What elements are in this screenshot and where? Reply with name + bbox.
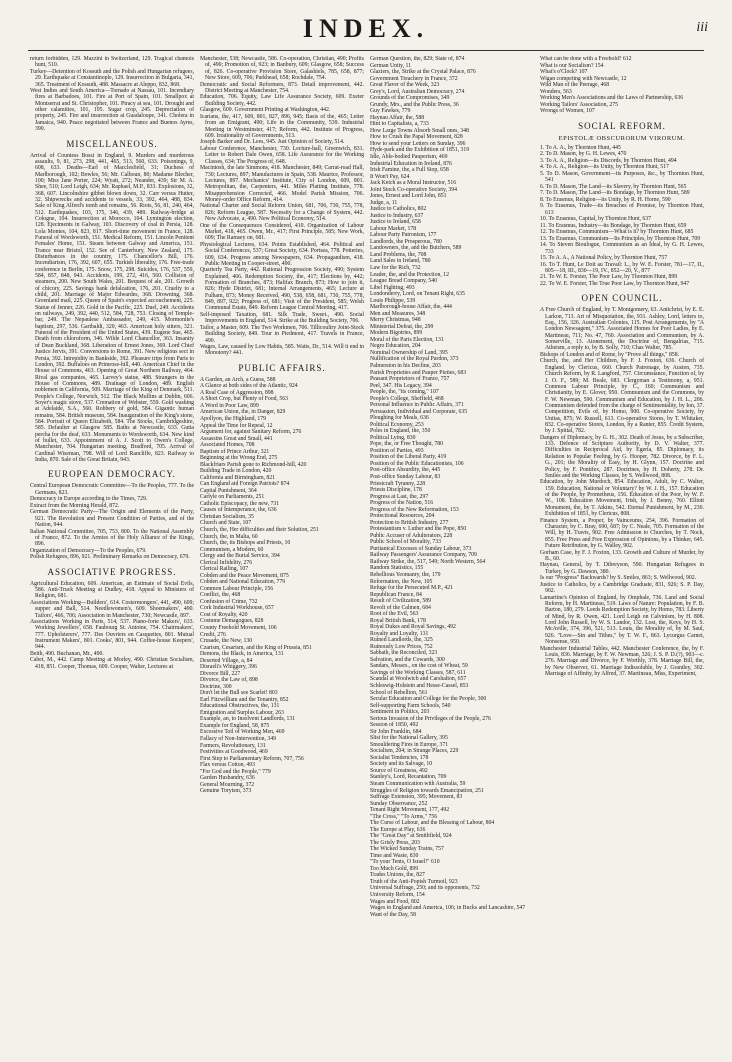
index-entry: Justice to Ireland, 658 <box>370 219 421 226</box>
index-entry: Cabet, M., 442. Camp Meeting at Morley, 490. Christian Socialism, 418, 851. Cooper, Thomas, 609. Cooper, Walter, Lectures at <box>30 657 194 670</box>
index-entry: 6. To D. Mason, The Land—its Slavery, by Thornton Hunt, 565 <box>540 183 687 190</box>
index-entry: Revolt of the Calmen, 684 <box>370 604 431 611</box>
index-entry: 8. To Erasmus, Religion—its Unity, by R. H. Horne, 590 <box>540 196 671 203</box>
index-entry: Communism, a Modern, 60 <box>200 546 264 553</box>
index-entry: Labour Party Patronism, 177 <box>370 232 437 239</box>
index-entry: Peasant Proprietors of France, 757 <box>370 376 450 383</box>
index-entry: Emigration and Surplus Labour, 263 <box>200 709 284 716</box>
index-entry: Railway Passengers' Assurance Company, 709 <box>370 552 477 559</box>
index-entry: "To your Tents, O Israel!" 610 <box>370 859 440 866</box>
index-entry: Idle, Able-bodied Pauperism, 469 <box>370 153 448 160</box>
index-entry: Glaziers, the, Strike at the Crystal Palace, 876 <box>370 69 476 76</box>
index-entry: Icarians, the, 417, 609, 801, 827, 896, 945; Basis of the, 465; Letter from an Emigrant, 490; Life in the Community, 539. Industrial Meeting in Westminster, 417; Reform, 442. Institute of Progress, 609. Irrationality of Governments, 513. <box>200 113 364 139</box>
index-entry: Common Labour Principle, 156 <box>200 585 274 592</box>
section-heading: PUBLIC AFFAIRS. <box>238 362 326 373</box>
index-entry: Post-office Sunday Labour, 83 <box>370 474 441 480</box>
index-entry: Progress of the Nation, 516 <box>370 500 434 507</box>
index-entry: Nominal Ownership of Land, 395 <box>370 349 448 356</box>
index-entry: Conflict, the, 468 <box>200 592 241 599</box>
index-entry: Confusion of Crime, 732 <box>200 598 258 605</box>
index-entry: Associations Working in Paris, 514, 537. Piano-forte Makers', 633. Working Jewellers', 658. Faubourg St. Antoine, 754. Chairmakers', 777. Upholsterers', 777. Des Ouvriers en Casquettes, 801. Mutual Instrument Makers', 801. Cooks', 801, 944. Coffee-house Keepers', 944. <box>30 619 194 651</box>
index-entry: Divorce, the Law of, 898 <box>200 677 258 684</box>
index-entry: Socialist Tendencies, 178 <box>370 754 429 761</box>
index-entry: Working Men's Associations and the Laws of Partnership, 636 <box>540 95 684 102</box>
index-entry: Progress of the New Reformation, 153 <box>370 506 459 513</box>
index-entry: 15. To A. A., A National Policy, by Thornton Hunt, 757 <box>540 255 668 262</box>
index-entry: Savings of the Working Classes, 587, 611 <box>370 669 466 676</box>
index-entry: Stanley's, Lord, Recantation, 709 <box>370 774 447 781</box>
index-entry: California and Birmingham, 821 <box>200 474 276 481</box>
index-entry: Assassins Great and Small, 441 <box>200 435 273 442</box>
index-entry: Apollyon, the Highland, 179 <box>200 415 266 422</box>
index-entry: Trades Unions, the, 827 <box>370 872 425 879</box>
index-entry: 14. To Steven Bioulogue, Communism as an Ideal, by G. H. Lewes, 733 <box>540 242 704 255</box>
index-entry: Garden Husbandry, 636 <box>200 775 255 782</box>
index-entry: Sabbath, the Reconciled, 323 <box>370 650 438 657</box>
index-entry: Peel, 347. His Legacy, 394 <box>370 382 432 389</box>
index-entry: What's o'Clock? 107 <box>540 69 588 76</box>
index-entry: Example for England, 58, 875 <box>200 722 270 729</box>
index-entry: Socialism, 204; in Strange Places, 229 <box>370 748 459 755</box>
index-entry: First Step to Parliamentary Reform, 707, 756 <box>200 755 304 762</box>
index-entry: It Won't Pay, 624 <box>370 173 410 180</box>
index-entry: American Union, the, in Danger, 829 <box>200 409 286 416</box>
index-entry: Organization of Democracy—To the Peoples, 679. <box>30 547 147 554</box>
index-entry: Root of the Evil, 563 <box>370 611 419 618</box>
index-entry: A Short Crop, but Plenty of Food, 563 <box>200 396 289 403</box>
index-entry: 2. To D. Mason, by G. H. Lewes, 470 <box>540 151 627 158</box>
index-entry: How to Crush the Papal Movement, 828 <box>370 134 463 141</box>
index-entry: Ruined Landlords, the, 325 <box>370 637 433 644</box>
index-entry: Society and its Salvage, 10 <box>370 761 433 768</box>
index-entry: Church, the, in Malta, 60 <box>200 533 258 540</box>
index-entry: Appeal the Time for Repeal, 12 <box>200 422 273 429</box>
index-entry: Gorham Case, by F. J. Foxton, 133. Growth and Culture of Murder, by B., 60. <box>540 549 704 562</box>
index-entry: Royal British Bank, 178 <box>370 617 426 624</box>
index-entry: Rebellious Yeomanry, the, 179 <box>370 571 441 578</box>
index-entry: Truth of the Anti-Popish Turmoil, 923 <box>370 878 458 885</box>
index-entry: A Glance at both sides of the Atlantic, 924 <box>200 383 298 390</box>
index-entry: Blackfriars Parish gone to Richmond-hill, 420 <box>200 461 307 468</box>
index-entry: Labour Market, 178 <box>370 225 417 232</box>
page-title: INDEX. <box>302 14 430 43</box>
index-entry: "The Cross," "To Arms," 756 <box>370 813 438 820</box>
index-entry: Too Much Gold, 899 <box>370 865 419 872</box>
index-entry: A Free Church of England, by T. Montgomery, 63. Antichrist, by E. E. Larkon, 713. Art of Misquotation, the, 931. Ashley, Lord, letters to, Esq., 156, 326. Australian Colonies, 115. Post Arrangements, by "A London Newsagent," 375. Associated Homes for Poor Ladies, by E. Martineau, 711; No. 47, 760. Association and Communism, by A. Somerville, 13. Atonement, the Doctrine of, Bengalrias, 715. Atheism, a reply to, by B. Solly, 710; Chas Walter, 785. <box>540 307 704 352</box>
index-entry: Ruinously Low Prices, 752 <box>370 643 433 650</box>
index-entry: Result of Civilization, 589 <box>370 598 432 605</box>
index-entry: Flax versus Cotton, 493 <box>200 762 255 769</box>
index-entry: General Mourning, 372 <box>200 781 255 788</box>
section-heading: MISCELLANEOUS. <box>66 138 158 149</box>
index-entry: Moral of the Paris Election, 131 <box>370 336 444 343</box>
index-entry: Wigan competing with Newcastle, 12 <box>540 75 627 82</box>
index-entry: Haynau Affair, the, 588 <box>370 114 425 121</box>
index-entry: Public Accuser of Adulterators, 228 <box>370 532 453 539</box>
index-entry: Political Lying, 830 <box>370 434 416 441</box>
section-heading: SOCIAL REFORM. <box>578 120 666 131</box>
index-columns <box>30 56 706 1052</box>
index-entry: Cobden and National Education, 779 <box>200 579 286 586</box>
index-entry: Demons, the Black, in America, 131 <box>200 651 284 658</box>
index-entry: Grounds of the Compromises, 349 <box>370 95 450 102</box>
index-entry: Sentiment in Politics, 203 <box>370 709 430 716</box>
index-entry: Justice to Catholics, 802 <box>370 206 427 213</box>
index-entry: Government Treachery in France, 372 <box>370 75 458 82</box>
index-entry: Struggles of Religion towards Emancipation, 251 <box>370 787 484 794</box>
index-entry: Refuge for the Persecuted M.P., 421 <box>370 585 454 592</box>
index-entry: Great Flaver of the Week, 323 <box>370 82 440 89</box>
index-entry: Personal Influence in Public Affairs, 371 <box>370 402 464 409</box>
index-entry: Deserted Village, a, 84 <box>200 657 253 664</box>
page-header <box>20 14 712 50</box>
index-entry: What can be done with a Freehold? 612 <box>540 56 632 62</box>
index-entry: Reformation, the New, 105 <box>370 578 433 585</box>
index-entry: Czarism, Cesarism, and the King of Prussia, 851 <box>200 644 312 651</box>
index-entry: Protection to British Industry, 277 <box>370 519 449 526</box>
index-entry: Tailor, a Master, 609. The Two Workmen, 706. Tillicoultry Joint-Stock Building Society, 849. Tour in Piedmont, 417. Travels in France, 490. <box>200 324 364 344</box>
index-entry: Railway Strike, the, 517, 549; North Western, 564 <box>370 558 486 565</box>
index-entry: 22. To W. E. Forster, The True Poor Law, by Thornton Hunt, 947 <box>540 281 690 287</box>
index-entry: Beith, 490. Buchanan, Mr., 490. <box>30 650 104 657</box>
index-entry: Working Tailors' Association, 275 <box>540 101 619 108</box>
index-entry: Manchester, 538; Newcastle, 586. Co-operation, Christian, 490; Profits of, 490; Promotion of, 923; in Banbury, 609; Glasgow, 658; Success of, 826. Co-operative Provision Store, Galashiels, 785, 658, 877; New Store, 609, 706; Parkhead, 658; Rochdale, 754. <box>200 56 364 82</box>
index-entry: Polish Refugees, 896, 921. Preliminary Remarks on Democracy, 679. <box>30 554 190 561</box>
index-entry: Self-supporting Farm Schools, 540 <box>370 702 451 709</box>
index-column-3 <box>370 56 534 1052</box>
index-entry: Justice to Industry, 637 <box>370 212 424 219</box>
index-column-1 <box>30 56 194 1052</box>
index-entry: Session of 1850, 492 <box>370 722 419 729</box>
index-entry: Cost of Royalty, 420 <box>200 611 248 618</box>
index-entry: Negro Education, 204 <box>370 343 421 350</box>
index-entry: Position of the Public Educationists, 106 <box>370 460 464 467</box>
index-entry: Tenant Right Movement, 177, 492 <box>370 807 450 814</box>
index-entry: Scandal at Woolwich and Carshalton, 657 <box>370 676 467 683</box>
index-entry: Church, the, Her difficulties and their Solution, 251 <box>200 527 319 533</box>
index-entry: Can England aid Foreign Patriots? 874 <box>200 481 290 488</box>
index-entry: Farmers, Revolutionary, 131 <box>200 742 266 749</box>
index-entry: Self-imposed Taxation, 681. Silk Trade, Sweet., 490. Social Improvements in England, 514. Strike at the Building Society, 706. <box>200 312 364 325</box>
index-entry: Clerical Infidelity, 276 <box>200 559 253 566</box>
index-entry: Quarterly Tea Party, 442. Rational Progression Society, 490; System Explained, 466. Redemption Society, the, 417; Elections by, 442; Formation of Branches, 873; Halifax Branch, 873; How to join it, 826; Hyde District, 681; Internal Arrangements, 465; Lecture at Fulham, 873; Money Received, 490, 538, 658, 681, 730, 755, 778, 849, 897, 922; Progress of, 681; Visit of the President, 585; Welsh Communal Estate, 849. Reform League Central Meeting, 417. <box>200 267 364 312</box>
index-entry: Wild Man of the Peerage, 468 <box>540 82 610 89</box>
index-entry: Puritanical Excesses of Sunday Labour, 373 <box>370 545 472 552</box>
index-entry: Church, the, and Her Children, by F. J. Foxton, 636. Church of England, by Clericus, 660. Church Patronage, by Austen, 735. Church Reform, by R. Langford, 757. Circumstance, Function of, by J. O. F., 589; M. Beale, 683. Clergyman a Testimony, a, 951. Common Labour Principle, by C., 160; Communism and Christianity, by E. Glover, 950. Communism and the Commons, by F. W. Newman, 590. Communism and Education, by J. H. L., 206. Communism defended from the charge of Sentimentality, by Ion, 37. Competition, Evils of, by Homo, 900. Co-operative Society, by Unitas, 875; W. Russell, 613. Co-operative Stores, by T. Whitaker, 832. Co-operative Stores, London, by a Ranter, 855. Credit System, by J. Spittal, 782. <box>540 358 704 435</box>
index-entry: Excessive Toil of Working Men, 469 <box>200 729 285 736</box>
section-heading: EUROPEAN DEMOCRACY. <box>48 469 176 480</box>
index-entry: Agricultural Education, 609. American, an Estimate of Social Evils, 586. Anti-Truck Meeting at Dudley, 418. Appeal to Ministers of Religion, 681. <box>30 580 194 600</box>
index-entry: Parish Proprieties and Pauper Pieties, 683 <box>370 369 467 376</box>
index-entry: Marlborough-house Affair, the, 444 <box>370 304 452 311</box>
index-entry: Priestcraft Tyranny, 228 <box>370 480 426 487</box>
index-entry: Manchester Industrial Tables, 442. Manchester Conference, the, by F. Louis, 836. Marriage, by F. W. Newman, 326; J. S. P. D.(?), 903—c. 276. Marriage and Divorce, by F. Worthly, 378. Marriage Bill, the, by New Observer, 61. Marriage Indissoluble, by J. Grantley, 302. Marriage of Affinity, by Alfred, 37. Martineau, Miss, Experiment, <box>540 645 704 677</box>
index-entry: Secular Education and College for the People, 300 <box>370 696 487 703</box>
index-entry: Position of the Liberal Party, 419 <box>370 454 447 461</box>
index-entry: Time and Waste, 830 <box>370 852 419 859</box>
index-entry: Sir John Franklin, 684 <box>370 728 422 735</box>
index-entry: League Bread Company, 540 <box>370 278 438 285</box>
index-entry: Land Sales in Ireland, 780 <box>370 258 431 265</box>
index-entry: The Grisly Press, 203 <box>370 839 420 846</box>
index-entry: Steam Communication with Australia, 59 <box>370 780 466 787</box>
index-entry: Source of Greatness, 492 <box>370 767 428 774</box>
index-entry: 16. To T. Hunt, Le Doit au Travail: L., by W. E. Forster, 781—17, II., 805—18, III., 830—19, IV., 852—20, V., 877 <box>540 261 704 274</box>
index-entry: Nullification of the Royal Pardon, 373 <box>370 356 459 363</box>
index-entry: Joint Stock Co-operative Society, 394 <box>370 186 457 193</box>
index-entry: Pope, the, or Free Thought, 780 <box>370 441 444 448</box>
index-entry: Slist for the National Gallery, 395 <box>370 735 448 742</box>
index-entry: Men and Measures, 348 <box>370 310 426 317</box>
index-entry: Haynau, General, by T. Dibreyson, 590. Hungarian Refugees in Turkey, by G. Dawson, 380. <box>540 562 704 575</box>
index-entry: Poles in England, the, 350 <box>370 428 431 435</box>
index-entry: Democracy in Europe according to the Times, 729. <box>30 496 148 503</box>
index-entry: Festivities at Goodwood, 469 <box>200 749 268 756</box>
index-entry: Educational Obstructives, the, 131 <box>200 703 280 710</box>
index-entry: Earl Fitzwilliam and the Tenantry, 852 <box>200 696 289 703</box>
index-entry: Argument for, against Sanitary Reform, 276 <box>200 429 302 436</box>
index-entry: 21. To W. E. Forster, The Poor Law, by Thornton Hunt, 899 <box>540 274 678 281</box>
index-entry: 1. To A. A., by Thornton Hunt, 445 <box>540 144 621 151</box>
index-entry: Extract from the Morning Herald, 872. <box>30 502 120 509</box>
index-entry: Bishops of London and of Rome, by "Prove all things," 858. <box>540 351 680 358</box>
index-entry: The "Great Day" at Smithfield, 924 <box>370 833 452 840</box>
index-entry: One of the Consequences Considered, 410. Organization of Labour Market, 418, 465. Owen, Mr., 417; First Principle, 585; New Work, 609; The Ramsey on, 681. <box>200 222 364 242</box>
index-entry: Lamartine's Opinion of England, by Omphale, 736. Land and Social Reform, by H. Martineau, 519. Laws of Nature: Population, by F. B. Barton, 180, 279. Leeds Redemption Society, by Homo, 783. Liberty of Mind, by R. Owen, 421. Lord Leigh on Calvinism, by H. 808. Lord John Russell, by W. S. Landor, 132. Lost, the, Keys, by H. S. McAville, 374, 396, 521, 513. Louis, the Morality of, by M. Saul, 926. "Love—Sin and Tithes," by T. W. F., 863. Lycurgus Carnet, Nonsense, 950. <box>540 594 704 646</box>
index-entry: 7. To D. Mason, The Land—its Bondage, by Thornton Hunt, 589 <box>540 190 690 197</box>
index-entry: Catholic Episcopacy, the new, 731 <box>200 500 280 507</box>
index-entry: Italian National Committee, 705, 753, 800. To the National Assembly of France, 872. To the Armies of the Holy Alliance of the Kings, 896. <box>30 528 194 548</box>
index-entry: Jones, Ernest and Lord John, 851 <box>370 193 447 200</box>
index-entry: Palmerston in his Decline, 203 <box>370 362 441 369</box>
index-entry: Wages in England and America, 106; in Bucks and Lancashire, 547 <box>370 905 526 912</box>
index-entry: 5. To D. Mason, Government—its Purposes, &c., by Thornton Hunt, 541 <box>540 170 704 184</box>
index-entry: return forbidden, 129. Mazzini in Switzerland, 129. Tragical chamois hunt, 510. <box>30 56 194 69</box>
index-entry: Want of the Day, 58 <box>370 911 416 918</box>
index-entry: German Question, the, 829; State of, 874 <box>370 56 465 62</box>
index-column-4 <box>540 56 704 1052</box>
index-entry: German Unity, 11 <box>370 62 412 69</box>
index-entry: Republican France, 84 <box>370 591 422 598</box>
index-entry: Serious Invasion of the Privileges of the People, 276 <box>370 715 491 722</box>
index-entry: Wages, Law, caused by Low Habits, 585. Watts, Dr., 514. Will it end in Monotony? 441. <box>200 344 364 357</box>
index-entry: Glasgow, 609. Government Printing at Washington, 442. <box>200 107 331 114</box>
index-entry: Clergy and the Burial Service, 394 <box>200 553 280 560</box>
index-entry: Hint to Capitalists, a, 733 <box>370 121 429 128</box>
index-entry: Random Statistics, 155 <box>370 565 424 572</box>
index-entry: Cobden and the Peace Movement, 875 <box>200 572 289 579</box>
index-entry: 10. To Erasmus, Capital, by Thornton Hunt, 637 <box>540 216 652 223</box>
index-entry: Londonderry, Lord, on Tenant Right, 635 <box>370 291 465 298</box>
index-entry: Doctrine, 300 <box>200 683 232 690</box>
index-entry: Capital Punishment, 364 <box>200 487 257 494</box>
index-entry: Smouldering Fires in Europe, 371 <box>370 741 449 748</box>
index-entry: Crusade, the New, 130 <box>200 638 253 645</box>
index-entry: Landlords, the Prosperous, 780 <box>370 238 442 245</box>
index-entry: The Curse of Labour, and the Blessing of Labour, 804 <box>370 820 495 827</box>
index-entry: Genuine Toryism, 373 <box>200 788 252 795</box>
index-entry: County Freehold Movement, 106 <box>200 624 277 631</box>
index-entry: What is our Socialism? 154 <box>540 62 604 69</box>
index-entry: Irish Famine, the, a Full Stop, 658 <box>370 167 449 174</box>
section-heading: EPISTOLÆ OBSCURORUM VIRORUM. <box>558 134 686 142</box>
index-entry: A Word in Poor Law, 899 <box>200 402 259 409</box>
index-entry: Causes of Intemperance, the, 636 <box>200 507 277 514</box>
index-entry: Turkey—Detention of Kossuth and the Polish and Hungarian refugees, 29. Earthquake at Constantinople, 129. Insurrection in Bulgaria, 341, 365. Treatment of Kossuth, 488. Massacre at Aleppo, 832, 868. <box>30 68 194 88</box>
index-entry: Guy Fawkes, 779 <box>370 108 411 115</box>
index-entry: Church and State, 107 <box>200 520 252 527</box>
index-column-2 <box>200 56 364 1052</box>
index-entry: Sunday Observance, 252 <box>370 800 428 807</box>
index-entry: People, the, "its coming," 107 <box>370 389 439 396</box>
index-entry: Don't let the Bull see Scarlet! 803 <box>200 690 278 697</box>
index-entry: A Garden, an Arch, a Guess, 588 <box>200 376 276 383</box>
index-entry: University Reform, 154 <box>370 892 425 898</box>
index-entry: 3. To A. A., Religion—its Discords, by Thornton Hunt, 494 <box>540 157 677 164</box>
index-entry: Law for the Rich, 732 <box>370 265 421 271</box>
index-entry: Labour Conference, Manchester, 730. Lecture-hall, Greenwich, 831. Letter to Robert Dale Owen, 658. Life Assurance for the Working Classes, 634; The Progress of, 648. <box>200 145 364 165</box>
index-entry: Carlyle on Parliaments, 251 <box>200 494 265 501</box>
index-entry: Hyde-park and the Exhibition of 1851, 319 <box>370 147 470 154</box>
index-entry: 11. To Erasmus, Industry—its Bondage, by Thornton Hunt, 659 <box>540 222 687 229</box>
index-entry: People's College, Sheffield, 468 <box>370 395 444 402</box>
index-entry: Protectional Resources, 204 <box>370 513 435 520</box>
index-entry: Associations Working—Builders', 614. Costermongers', 441, 490, 609; supper and Ball, 514. Needlewomen's, 609. Shoemakers', 490. Tailors', 466, 706; Association in Manchester, 730; Newcastle, 897. <box>30 599 194 619</box>
index-entry: Judge, a, 11 <box>370 199 398 206</box>
index-entry: The Wicked Sunday Trains, 757 <box>370 846 444 853</box>
page-number: iii <box>696 20 708 35</box>
index-entry: Baptism of Prince Arthur, 321 <box>200 448 270 455</box>
index-entry: Arrival of Countess Bossi in England, 9. Murders and murderous assaults, 9, 81, 273, 298, 441, 465, 513, 560, 633. Poisonings, 9, 608, 633. Deaths—Earl of Macclesfield, 31; Duchess of Marlborough, 102; Bowles, 56; Mr. Calhoun, 80; Madame Blecher, 100; Miss Jane Porter, 224; Wyatt, 272; Neander, 439; Sir M. A. Shee, 510; Lord Leigh, 634; Mr. Raphael, M.P., 833. Explosions, 32, 368, 607. Lincolnshire gibbet blown down, 32. Carr versus Hutter, 32. Shipwrecks and accidents to vessels, 33, 392, 464, 488, 834. Sale of King Alfred's tomb and remains, 56. Riots, 56, 81, 240, 464, 512. Earthquakes, 103, 175, 346, 439, 489. Railway-bridge at Cologne, 104. Insurrection at Morocco, 104. Lymington election, 128. Ejectments in Galway, 103. Discovery of coal in Persia, 128. Lola Montes, 104, 823, 817. Short-time movement in France, 128. Funeral of Wordsworth, 151. Medical Reform, 151. Lincoln Penitent Females' Home, 151. Steam between Galway and America, 151. Trance near Bristol, 152. See of Canterbury, New Zealand, 175. Disturbances in the country, 175. Chancellor's Bill, 176. Incendiarism, 176, 392, 607, 655. Turkish liberality, 176. Free-trade conference in Berlin, 175. Snow, 175, 298. Suicides, 176, 537, 559, 584, 857, 848, 943. Accidents, 199, 272, 416, 560. Collision of steamers, 200. New South Wales, 201. Bequest of ale, 201. Growth of chicory, 225. Savings bank defalcation, 176, 201. Cruelty to a child, 201. Marriage of Major Edwardes, 368. Drowning, 368. Greenland mail, 225. Queen of Spain's expected accouchement, 225. Statue of Jenner, 226. Gold in the Pacific, 225. Duel, 249. Accidents on railways, 249, 392, 440, 512, 584, 728, 753. Closing of Temple-bar, 249. The Nepaulese Ambassador, 249, 415. Mormonite's baptism, 297, 536. Garibaldi, 320, 463. American holy sitters, 321. Funeral of the President of the United States, 439. Eugene Sue, 465. Death from chloroform, 346. Wilde Lord Chancellor, 363. Insanity of Dean Buckland, 368. Liberation of Ernest Jones, 369. Lord Chief Justice Jervis, 391. Conversions to Rome, 391. New religious sect in Persia, 392. Intrepidity in Bankside, 392. Pleasure trips from Paris to London, 392. Buffaloes on Primrose-hill, 440. American Chief in the House of Commons, 463. Opening of Great Northern Railway, 464. Rival gas companies, 465. Larvey's statue, 488. Strangers in the House of Commons, 489. Drainage of London, 489. English noblemen in California, 509. Marriage of the King of Denmark, 511. People's College, Norwich, 512. The Black Mullins at Dublin, 606. Soyer's magic stove, 537. Cremation of Webster, 559. Gold washing at Adelaide, S.A., 560. Robbery of gold, 584. Gigantic human remains, 584. British museum, 584. Inauguration of the King's stone, 584. Portrait of Queen Elizabeth, 584. The Stocks, Cambridgeshire, 585. Defaulter at Glasgow 585. Baths at Newcastle, 633. Gutta percha for the deaf, 633. Monuments to Wordsworth, 634. New kind of bullet, 633. Appointment of A. J. Scott to Owen's College, Manchester, 704. Hungarian meeting, Bradford, 705. Arrival of Cardinal Wiseman, 798. Will of Lord Rancliffe, 823. Railway to India, 870. Sale of the Great Britain, 943. <box>30 152 194 463</box>
index-entry: Post-office Absurdity, the, 445 <box>370 467 441 474</box>
index-entry: Physiological Lectures, 634. Points Established, 464. Political and Social Conferences, 537; Great Society, 634. Portsea, 778. Potteries, 609, 634. Progress among Newspapers, 634. Propagandism, 418. Public Meeting in Cooper-street, 490. <box>200 241 364 267</box>
index-entry: Public School of Morality, 733 <box>370 539 442 546</box>
index-entry: Suffrage Extension, 395; Movement, 83 <box>370 794 463 801</box>
section-heading: ASSOCIATIVE PROGRESS. <box>47 566 177 577</box>
index-entry: Position of Parties, 493 <box>370 447 424 454</box>
index-entry: Louis Philippe, 539 <box>370 297 416 304</box>
index-entry: Progress at Last, the, 297 <box>370 493 429 500</box>
index-entry: Jack Ketch as a Moral Instructor, 516 <box>370 180 457 187</box>
index-entry: Grey's, Lord, Australian Democracy, 274 <box>370 88 465 95</box>
index-entry: German Democratic Party—The Origin and Elements of the Party, 921. The Revolution and Present Condition of Parties, and of the Nation, 944. <box>30 509 194 528</box>
index-entry: National Charter and Social Reform Union, 681, 706, 730, 755, 778, 826; Reform League, 587. Necessity for a Change of System, 442. New Advocate, a, 490. New Political Economy, 514. <box>200 203 364 223</box>
index-entry: Education, 706. Equity, Law Life Assurance Society, 609. Exeter Building Society, 442. <box>200 94 364 107</box>
section-heading: OPEN COUNCIL. <box>581 293 663 304</box>
index-entry: Beginning at the Wrong End, 275 <box>200 455 278 462</box>
index-entry: Persuasion, Individual and Corporate, 635 <box>370 408 468 415</box>
index-entry: Building Trade in London, 420 <box>200 468 272 475</box>
index-entry: Example, an, to Insolvent Landlords, 131 <box>200 716 296 723</box>
index-entry: Industrial Education in Ireland, 876 <box>370 160 452 167</box>
index-entry: The Europe at Play, 636 <box>370 826 426 833</box>
index-entry: Divorce Bill, 227 <box>200 670 241 677</box>
index-entry: West Indies and South America—Tornado at Nassau, 101. Incendiary fires at Barbadoes, 101. Fire at Port of Spain, 101. Smallpox at Montserrat and St. Christopher, 101. Piracy at sea, 101. Drought and other calamities, 101, 195. Sugar crop, 245. Depreciation of property, 245. Fire and insurrection at Guadaloupe, 341. Cholera in Jamaica, 940. Peace negotiated between France and Buenos Ayres, 390. <box>30 88 194 133</box>
index-entry: Leader, the, and the Protection, 12 <box>370 271 449 278</box>
index-entry: Protestantism v. Luther and the Pope, 850 <box>370 526 467 533</box>
index-entry: Church, the, its Bishops and Priests, 10 <box>200 540 291 547</box>
index-entry: Landowners, the, and the Butchers, 589 <box>370 245 462 252</box>
index-entry: Libel Fighting, 493 <box>370 284 415 291</box>
index-entry: Cork Industrial Workhouse, 657 <box>200 605 274 612</box>
index-entry: Credit, 276 <box>200 631 226 638</box>
header-rule <box>28 50 704 51</box>
index-entry: Christian Socialism, 35 <box>200 513 254 520</box>
index-entry: Wonders, 563 <box>540 88 572 95</box>
index-entry: School of Rebellion, 561 <box>370 689 428 696</box>
index-entry: Wages and Food, 802 <box>370 898 420 905</box>
index-entry: Grundy, Mrs., and the Public Press, 36 <box>370 101 459 108</box>
index-entry: How Large Towns Absorb Small ones, 348 <box>370 127 469 134</box>
index-entry: 9. To Erasmus, Trade—its Breaches of Promise, by Thornton Hunt, 613 <box>540 203 704 216</box>
index-entry: Joseph Barker and Dr. Lees, 945. Just Opinion of Society, 514. <box>200 139 345 146</box>
index-entry: Land Problems, the, 708 <box>370 251 427 258</box>
index-entry: A Real Case of Aggression, 898 <box>200 389 274 396</box>
index-entry: Merry Christmas, 948 <box>370 317 421 324</box>
index-entry: Macintosh, the late Simmons, 418. Manchester, 849; Carrat-road Hall, 730; Lectures, 897; Manufactures in Spain, 538. Maurice, Professor, Lectures, 897. Mechanics' Institute, City of London, 609, 801. Metropolitan, the, Carpenters, 441. Miles Platting Institute, 778. Misapprehension Corrected, 466. Model Parish Mission, 706. Money-order Office Reform, 414. <box>200 165 364 203</box>
index-entry: Clerical Railing, 107 <box>200 566 249 573</box>
index-entry: 13. To Erasmus, Communism—Its Principles, by Thornton Hunt, 709 <box>540 235 701 242</box>
index-entry: Central European Democratic Committee—To the Peoples, 777. To the Germans, 823. <box>30 483 194 496</box>
index-entry: Disraeli's Whiggery, 396 <box>200 664 257 671</box>
index-entry: "For God and the People," 779 <box>200 768 271 775</box>
index-entry: Ploughing for Meals, 636 <box>370 415 429 422</box>
index-entry: Is our "Progress" Backwards? by S. Smiles, 863; S. Wellwood, 902. <box>540 575 697 582</box>
index-entry: Democratic and Social Reformers, 873. Detail improvement, 442. District Meeting at Manchester, 754. <box>200 81 364 94</box>
index-entry: Sandars, Messrs., on the cost of Wheat, 59 <box>370 663 468 670</box>
index-entry: Associated Homes, 708 <box>200 442 255 449</box>
index-entry: 4. To A. A., Religion—its Unity, by Thornton Hunt, 517 <box>540 164 669 171</box>
index-entry: Finance System, a Proper, by Vainceums, 254, 396. Formation of Character, by C. Bray, 690, 687; by C. Neale, 705. Formation of the Will, by H. Travis, 902. Free Admission to Churches, by T. Nock, 855. Free Press and Free Expression of Opinions, by a Thinker, 645. Future Retribution, by G. Walley, 902. <box>540 517 704 549</box>
index-entry: Political Economy, 253 <box>370 421 424 428</box>
index-entry: Fallacy of Non-Intervention, 349 <box>200 736 277 742</box>
index-entry: Education, by John Murdoch, 854. Education, Adult, by C. Walter, 159. Education, National or Voluntary? by W. J. H., 157. Education of the People, by Prometheus, 156. Education of the Poor, by W. F. W., 108. Education Movement, Irish, by J. Benny, 760. Elliott Monument, the, by T. Atkins, 542. Eternal Punishment, by M., 230. Exhibition of 1851, by Clericus, 808. <box>540 479 704 518</box>
index-entry: Royal Dukes and Royal Savings, 492 <box>370 624 456 631</box>
index-entry: Ministerial Defeat, the, 299 <box>370 323 434 330</box>
index-entry: Schleswig-Holstein and Hesse-Cassel, 853 <box>370 683 469 689</box>
index-entry: Justice to Catholics, by a Cambridge Graduate, 831, 926; S. P. Day, 902. <box>540 581 704 595</box>
index-entry: Dangers of Diplomacy, by G. H., 302. Death of Jesus, by a Subscriber, 133. Defence of Scripture Authority, by D. V. Walter, 377. Difficulties in Reciprocal Aid, by Egeria, 85. Diplomacy, its Relation to Popular Feeling, by G. Hooper, 782. Divorce, by F. L. G., 201; the Morality of Easy, by H. Glynn, 157. Doctrine and Policy, by F. Pontifex, 287. Doctrines, by H. Doherty, 278. Dr. Smiles and the Working Classes, by S. Wellwood, 808. <box>540 434 704 479</box>
index-entry: How to send your Letters on Sunday, 396 <box>370 140 466 147</box>
index-entry: Priests Discipline, 178 <box>370 487 422 494</box>
index-entry: Costume Demagogues, 828 <box>200 618 264 625</box>
index-entry: Modern Bigotries, 899 <box>370 330 423 337</box>
index-entry: 12. To Erasmus, Communism—What is it? by Thornton Hunt, 685 <box>540 229 694 236</box>
index-entry: Royalty and Loyalty, 131 <box>370 630 429 637</box>
index-entry: Universal Suffrage, 250; and its opponents, 732 <box>370 885 480 892</box>
index-entry: Salvation, and the Cowards, 300 <box>370 656 445 663</box>
index-entry: Wrongs of Women, 107 <box>540 108 595 115</box>
